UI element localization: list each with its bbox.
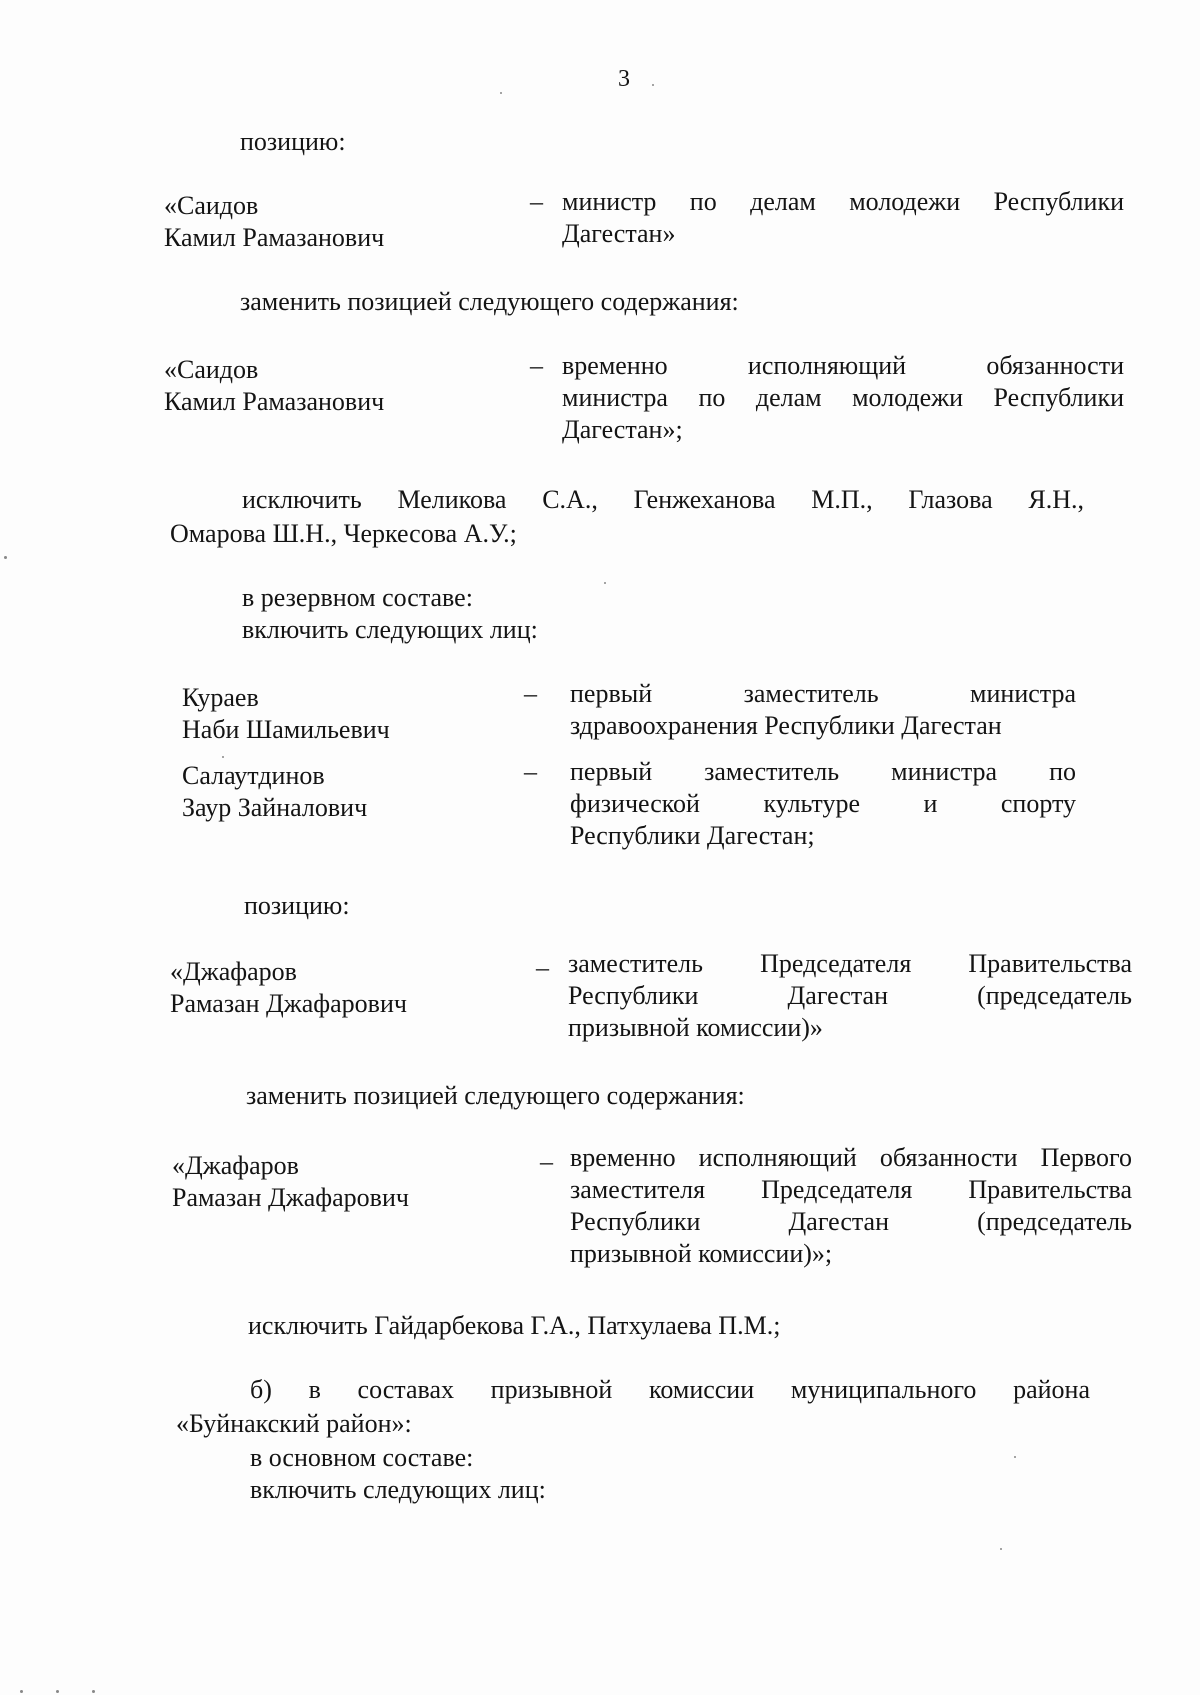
position-description-line: министр по делам молодежи Республики — [562, 187, 1124, 216]
position-description-line: временно исполняющий обязанности Первого — [570, 1143, 1132, 1172]
paragraph-line: исключить Меликова С.А., Генжеханова М.П., Глазова Я.Н., — [242, 485, 1084, 514]
position-description-line: первый заместитель министра по — [570, 757, 1076, 786]
dash: – — [530, 187, 543, 216]
paragraph-intro: позицию: — [240, 127, 346, 156]
position-description-line: Дагестан» — [562, 219, 676, 248]
scan-speck — [92, 1690, 95, 1693]
position-description-line: министра по делам молодежи Республики — [562, 383, 1124, 412]
person-name-line: «Саидов — [164, 355, 259, 384]
person-name-line: Камил Рамазанович — [164, 223, 385, 252]
paragraph-line: б) в составах призывной комиссии муниципального района — [250, 1375, 1090, 1404]
paragraph-intro: заменить позицией следующего содержания: — [246, 1081, 745, 1110]
person-name-line: Рамазан Джафарович — [170, 989, 407, 1018]
paragraph-intro: заменить позицией следующего содержания: — [240, 287, 739, 316]
position-description-line: здравоохранения Республики Дагестан — [570, 711, 1002, 740]
scan-speck — [20, 1690, 23, 1693]
scan-speck — [1014, 1456, 1016, 1458]
scan-speck — [222, 756, 224, 758]
position-description-line: временно исполняющий обязанности — [562, 351, 1124, 380]
paragraph-line: в резервном составе: — [242, 583, 473, 612]
dash: – — [536, 953, 549, 982]
person-name-line: «Саидов — [164, 191, 259, 220]
scan-speck — [1000, 1548, 1002, 1550]
position-description-line: заместителя Председателя Правительства — [570, 1175, 1132, 1204]
scan-speck — [500, 92, 502, 94]
position-description-line: Республики Дагестан; — [570, 821, 815, 850]
scan-speck — [604, 582, 606, 584]
position-description-line: заместитель Председателя Правительства — [568, 949, 1132, 978]
paragraph-line: включить следующих лиц: — [242, 615, 538, 644]
dash: – — [530, 351, 543, 380]
dash: – — [524, 757, 537, 786]
scan-speck — [4, 556, 7, 559]
position-description-line: Республики Дагестан (председатель — [568, 981, 1132, 1010]
dash: – — [540, 1147, 553, 1176]
scan-speck — [652, 84, 654, 86]
dash: – — [524, 679, 537, 708]
person-name-line: «Джафаров — [170, 957, 297, 986]
paragraph-line: Омарова Ш.Н., Черкесова А.У.; — [170, 519, 517, 548]
person-name-line: «Джафаров — [172, 1151, 299, 1180]
position-description-line: Дагестан»; — [562, 415, 683, 444]
paragraph-line: исключить Гайдарбекова Г.А., Патхулаева П.М.; — [248, 1311, 781, 1340]
person-name-line: Наби Шамильевич — [182, 715, 390, 744]
person-name-line: Камил Рамазанович — [164, 387, 385, 416]
paragraph-line: включить следующих лиц: — [250, 1475, 546, 1504]
position-description-line: призывной комиссии)» — [568, 1013, 823, 1042]
position-description-line: физической культуре и спорту — [570, 789, 1076, 818]
paragraph-line: в основном составе: — [250, 1443, 474, 1472]
position-description-line: призывной комиссии)»; — [570, 1239, 833, 1268]
paragraph-line: «Буйнакский район»: — [176, 1409, 412, 1438]
person-name-line: Заур Зайналович — [182, 793, 368, 822]
position-description-line: Республики Дагестан (председатель — [570, 1207, 1132, 1236]
position-description-line: первый заместитель министра — [570, 679, 1076, 708]
person-name-line: Салаутдинов — [182, 761, 325, 790]
scan-speck — [56, 1690, 59, 1693]
person-name-line: Кураев — [182, 683, 259, 712]
page-number: 3 — [618, 66, 630, 92]
person-name-line: Рамазан Джафарович — [172, 1183, 409, 1212]
paragraph-intro: позицию: — [244, 891, 350, 920]
